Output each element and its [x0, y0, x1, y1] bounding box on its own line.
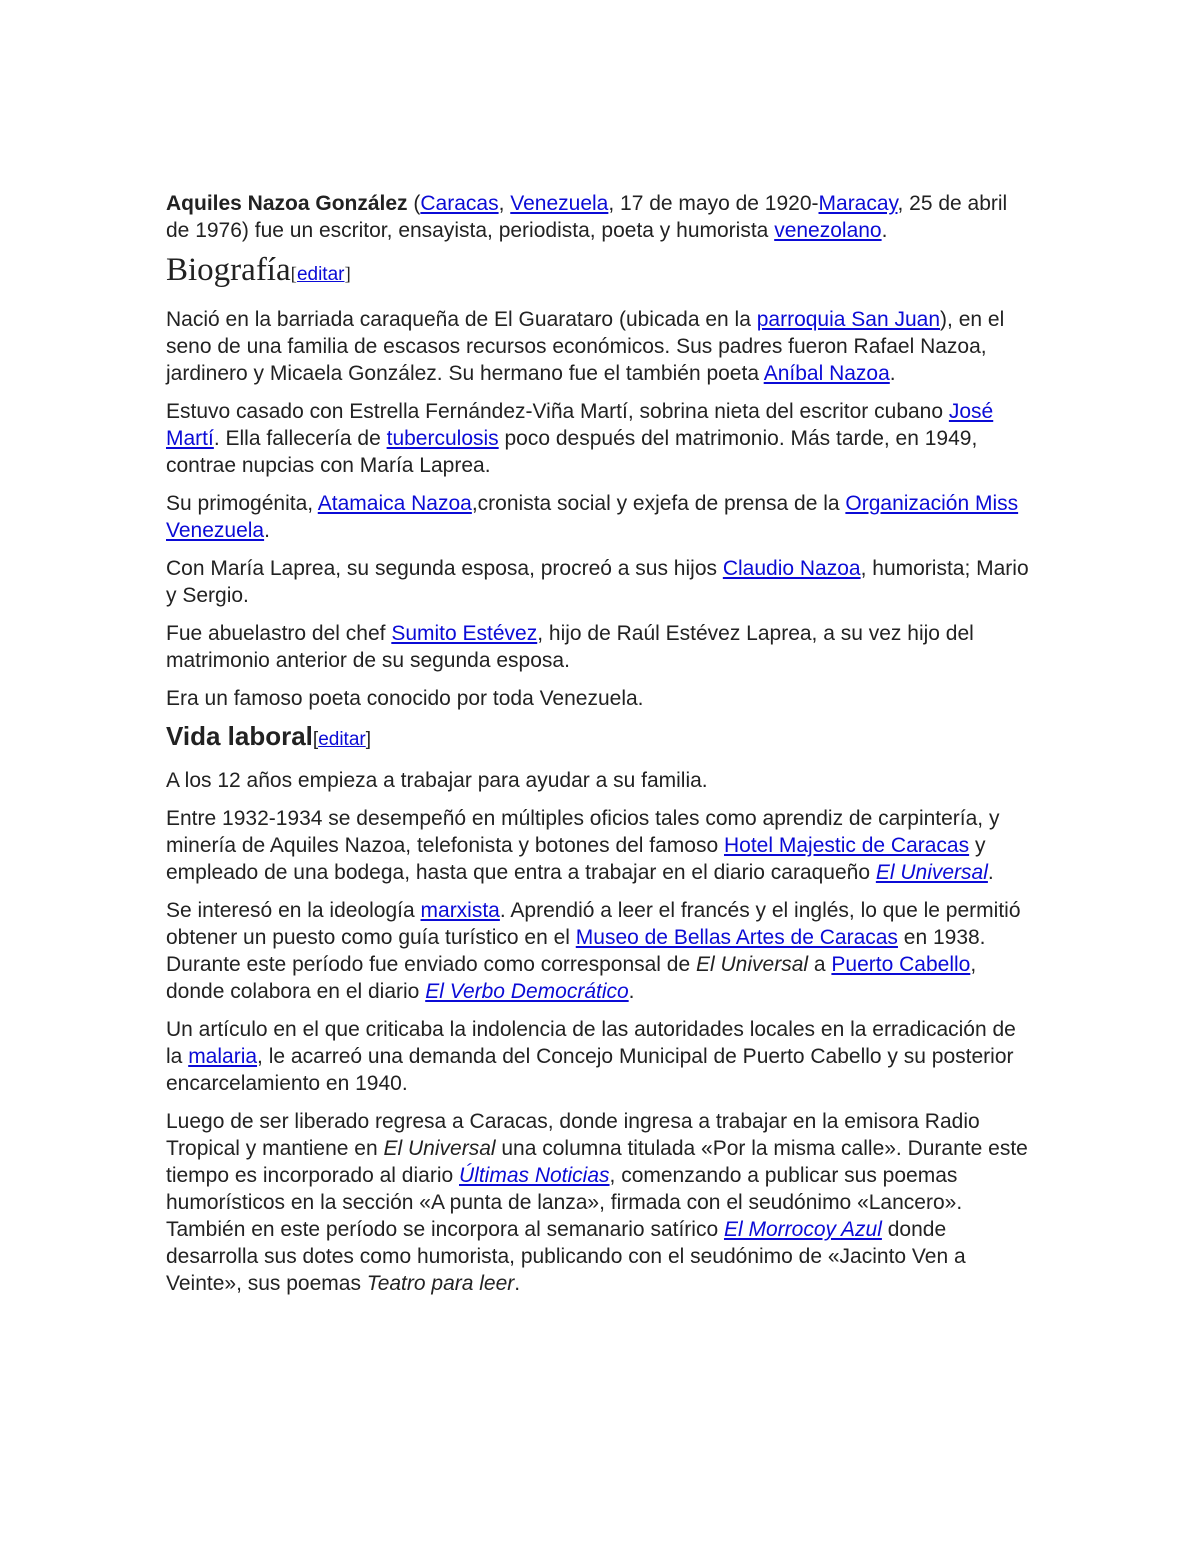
link-organizacion-miss-venezuela[interactable]: Organización Miss Venezuela [166, 492, 1019, 542]
text: Fue abuelastro del chef [166, 622, 392, 645]
article-body [166, 190, 1036, 1308]
link-anibal-nazoa[interactable]: Aníbal Nazoa [763, 362, 890, 385]
text: Con María Laprea, su segunda esposa, procreó a sus hijos [166, 557, 723, 580]
italic-text: Últimas Noticias [459, 1164, 610, 1187]
edit-link-biografia[interactable]: editar [296, 264, 345, 285]
work-paragraph-2 [166, 805, 1036, 886]
italic-text: Teatro para leer [366, 1272, 515, 1295]
text: , le acarreó una demanda del Concejo Municipal de Puerto Cabello y su posterior encarcelamiento en 1940. [166, 1045, 1014, 1095]
text: ), en el seno de una familia de escasos recursos económicos. Sus padres fueron Rafael Nazoa, jardinero y Micaela González. Su hermano fue el también poeta [166, 308, 1005, 385]
bio-paragraph-6: Era un famoso poeta conocido por toda Venezuela. [166, 687, 644, 710]
link-el-morrocoy-azul[interactable] [724, 1218, 882, 1241]
bio-paragraph-4 [166, 555, 1036, 609]
text: Nació en la barriada caraqueña de El Guarataro (ubicada en la [166, 308, 757, 331]
text: . [628, 980, 635, 1003]
text: Su primogénita, [166, 492, 318, 515]
text: , 25 de abril de 1976) fue un escritor, ensayista, periodista, poeta y humorista [166, 192, 1008, 242]
text: Se interesó en la ideología [166, 899, 421, 922]
bio-paragraph-2 [166, 398, 1036, 479]
text: , [498, 192, 511, 215]
text: a [808, 953, 832, 976]
text: , donde colabora en el diario [166, 953, 977, 1003]
bio-paragraph-1 [166, 306, 1036, 387]
text: Entre 1932-1934 se desempeñó en múltiples oficios tales como aprendiz de carpintería, y minería de Aquiles Nazoa, telefonista y botones del famoso [166, 807, 1000, 857]
edit-section [291, 264, 351, 285]
bio-paragraph-5 [166, 620, 1036, 674]
link-museo-bellas-artes[interactable]: Museo de Bellas Artes de Caracas [575, 926, 898, 949]
text: . [881, 219, 888, 242]
text: , humorista; Mario y Sergio. [166, 557, 1029, 607]
text: donde desarrolla sus dotes como humorista, publicando con el seudónimo de «Jacinto Ven a Veinte», sus poemas [166, 1218, 966, 1295]
italic-text: El Verbo Democrático [425, 980, 629, 1003]
text: . [264, 519, 270, 542]
text: . Ella fallecería de [213, 427, 387, 450]
link-venezuela[interactable]: Venezuela [510, 192, 609, 215]
text: , 17 de mayo de 1920- [608, 192, 819, 215]
bracket: [ [290, 264, 297, 285]
text: y empleado de una bodega, hasta que entra a trabajar en el diario caraqueño [166, 834, 986, 884]
text: Un artículo en el que criticaba la indolencia de las autoridades locales en la erradicación de la [166, 1018, 1016, 1068]
link-ultimas-noticias[interactable] [459, 1164, 610, 1187]
link-puerto-cabello[interactable]: Puerto Cabello [831, 953, 971, 976]
edit-section [313, 729, 371, 750]
link-hotel-majestic[interactable]: Hotel Majestic de Caracas [724, 834, 970, 857]
work-paragraph-5 [166, 1108, 1036, 1297]
text: . Aprendió a leer el francés y el inglés, lo que le permitió obtener un puesto como guía turístico en el [166, 899, 1021, 949]
link-sumito-estevez[interactable]: Sumito Estévez [391, 622, 538, 645]
link-caracas[interactable]: Caracas [420, 192, 499, 215]
work-paragraph-3 [166, 897, 1036, 1005]
text: poco después del matrimonio. Más tarde, en 1949, contrae nupcias con María Laprea. [166, 427, 978, 477]
italic-text: El Universal [875, 861, 988, 884]
work-paragraph-4 [166, 1016, 1036, 1097]
bio-paragraph-3 [166, 490, 1036, 544]
link-marxista[interactable]: marxista [420, 899, 500, 922]
link-claudio-nazoa[interactable]: Claudio Nazoa [722, 557, 861, 580]
text: una columna titulada «Por la misma calle». Durante este tiempo es incorporado al diario [166, 1137, 1028, 1187]
link-el-universal[interactable] [876, 861, 988, 884]
text: en 1938. Durante este período fue enviado como corresponsal de [166, 926, 986, 976]
text: . [514, 1272, 521, 1295]
text: ,cronista social y exjefa de prensa de la [471, 492, 846, 515]
italic-text: El Universal [383, 1137, 496, 1160]
link-parroquia-san-juan[interactable]: parroquia San Juan [756, 308, 941, 331]
bracket: [ [312, 729, 319, 750]
link-tuberculosis[interactable]: tuberculosis [386, 427, 499, 450]
link-venezolano[interactable]: venezolano [774, 219, 882, 242]
link-el-verbo-democratico[interactable] [425, 980, 628, 1003]
edit-link-vida-laboral[interactable]: editar [318, 729, 366, 750]
italic-text: El Universal [696, 953, 809, 976]
text: . [987, 861, 994, 884]
work-paragraph-1: A los 12 años empieza a trabajar para ayudar a su familia. [166, 769, 708, 792]
heading-text: Biografía [166, 252, 291, 288]
bracket: ] [365, 729, 372, 750]
intro-paragraph [166, 190, 1036, 244]
section-heading-biografia [166, 249, 1036, 296]
text: Estuvo casado con Estrella Fernández-Viña Martí, sobrina nieta del escritor cubano [166, 400, 949, 423]
italic-text: El Morrocoy Azul [723, 1218, 882, 1241]
text: . [889, 362, 896, 385]
bracket: ] [344, 264, 351, 285]
subject-name: Aquiles Nazoa González [166, 192, 408, 215]
text: Luego de ser liberado regresa a Caracas, donde ingresa a trabajar en la emisora Radio Tropical y mantiene en [166, 1110, 980, 1160]
link-malaria[interactable]: malaria [188, 1045, 258, 1068]
link-atamaica-nazoa[interactable]: Atamaica Nazoa [317, 492, 472, 515]
link-jose-marti[interactable]: José Martí [166, 400, 994, 450]
text: ( [407, 192, 421, 215]
text: , comenzando a publicar sus poemas humorísticos en la sección «A punta de lanza», firmada con el seudónimo «Lancero». También en este período se incorpora al semanario satírico [166, 1164, 963, 1241]
text: , hijo de Raúl Estévez Laprea, a su vez hijo del matrimonio anterior de su segunda esposa. [166, 622, 974, 672]
link-maracay[interactable]: Maracay [818, 192, 898, 215]
heading-text: Vida laboral [166, 721, 313, 751]
section-heading-vida-laboral [166, 719, 1036, 757]
